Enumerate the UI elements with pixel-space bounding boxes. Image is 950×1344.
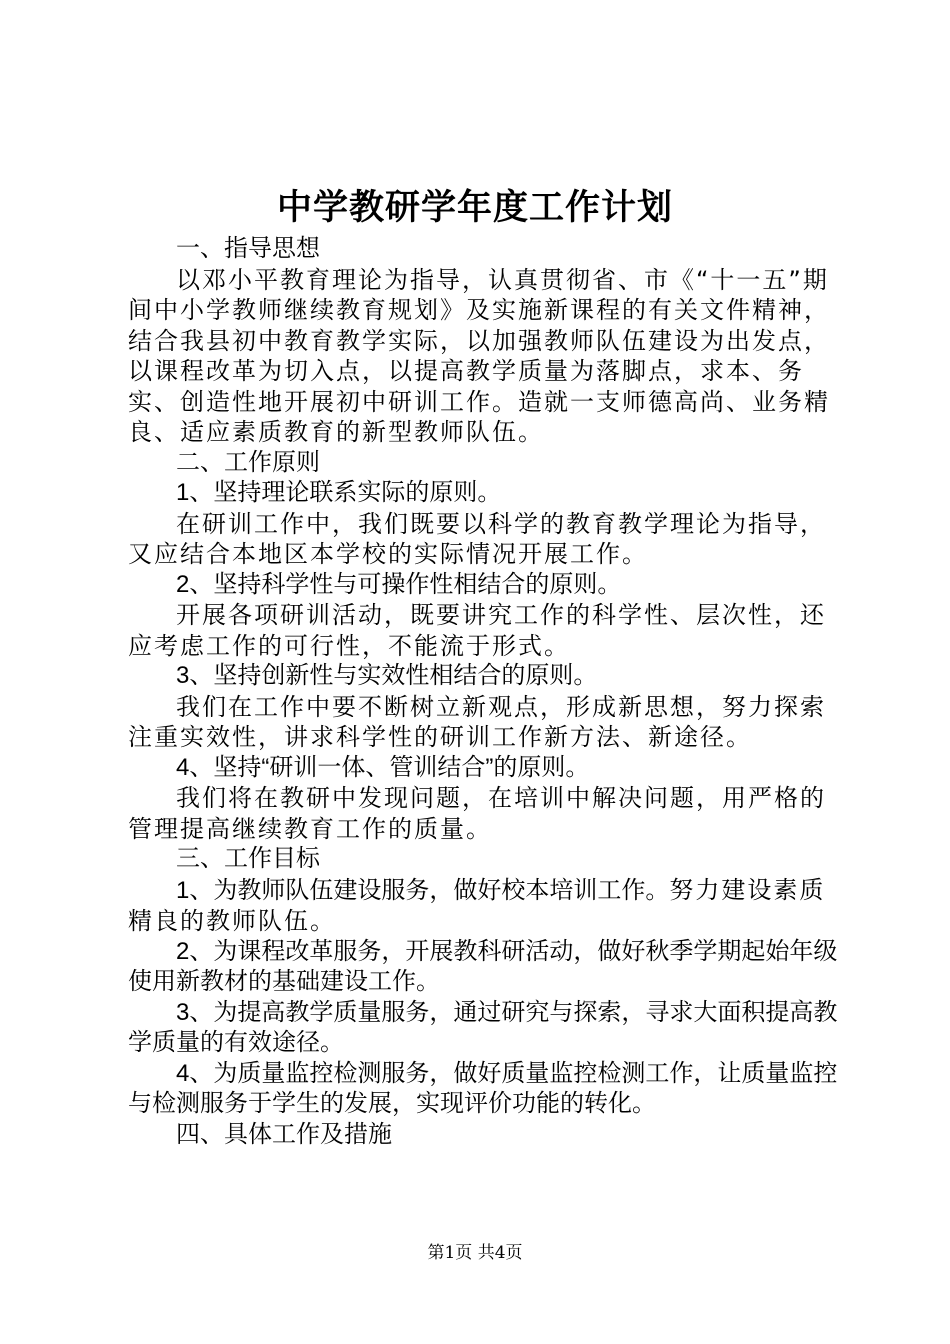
body-paragraph: 我们在工作中要不断树立新观点，形成新思想，努力探索注重实效性，讲求科学性的研训工作新方法、新途径。 (128, 692, 826, 751)
section-heading: 四、具体工作及措施 (176, 1120, 392, 1148)
body-paragraph: 在研训工作中，我们既要以科学的教育教学理论为指导，又应结合本地区本学校的实际情况开展工作。 (128, 509, 826, 568)
principle-heading: 1、坚持理论联系实际的原则。 (176, 479, 502, 506)
principle-heading: 3、坚持创新性与实效性相结合的原则。 (176, 662, 598, 689)
principle-heading: 2、坚持科学性与可操作性相结合的原则。 (176, 570, 622, 598)
goal-item (128, 875, 838, 937)
page-number-footer: 第1页 共4页 (427, 1243, 523, 1263)
goal-item: 2、为课程改革服务，开展教科研活动，做好秋季学期起始年级使用新教材的基础建设工作。 (128, 937, 838, 995)
section-heading: 三、工作目标 (176, 845, 320, 872)
body-paragraph: 开展各项研训活动，既要讲究工作的科学性、层次性，还应考虑工作的可行性，不能流于形式。 (128, 601, 826, 660)
document-body (128, 234, 838, 1150)
principle-heading: 4、坚持“研训一体、管训结合”的原则。 (176, 753, 590, 781)
section-heading: 一、指导思想 (176, 235, 320, 262)
goal-item: 4、为质量监控检测服务，做好质量监控检测工作，让质量监控与检测服务于学生的发展，实现评价功能的转化。 (128, 1059, 838, 1117)
goal-item: 3、为提高教学质量服务，通过研究与探索，寻求大面积提高教学质量的有效途径。 (128, 998, 838, 1056)
document-title: 中学教研学年度工作计划 (276, 187, 673, 228)
goal-item-lead: 1、为教师队伍建设服务，做好校本培训工作。 (176, 876, 670, 904)
body-paragraph: 以邓小平教育理论为指导，认真贯彻省、市《“十一五”期间中小学教师继续教育规划》及实施新课程的有关文件精神，结合我县初中教育教学实际，以加强教师队伍建设为出发点，以课程改革为切入点，以提高教学质量为落脚点，求本、务实、创造性地开展初中研训工作。造就一支师德高尚、业务精良、适应素质教育的新型教师队伍。 (128, 265, 830, 446)
body-paragraph: 我们将在教研中发现问题，在培训中解决问题，用严格的管理提高继续教育工作的质量。 (128, 784, 826, 843)
section-heading: 二、工作原则 (176, 448, 320, 476)
goal-item-rest: 努力建设素质精良的教师队伍。 (128, 875, 826, 935)
